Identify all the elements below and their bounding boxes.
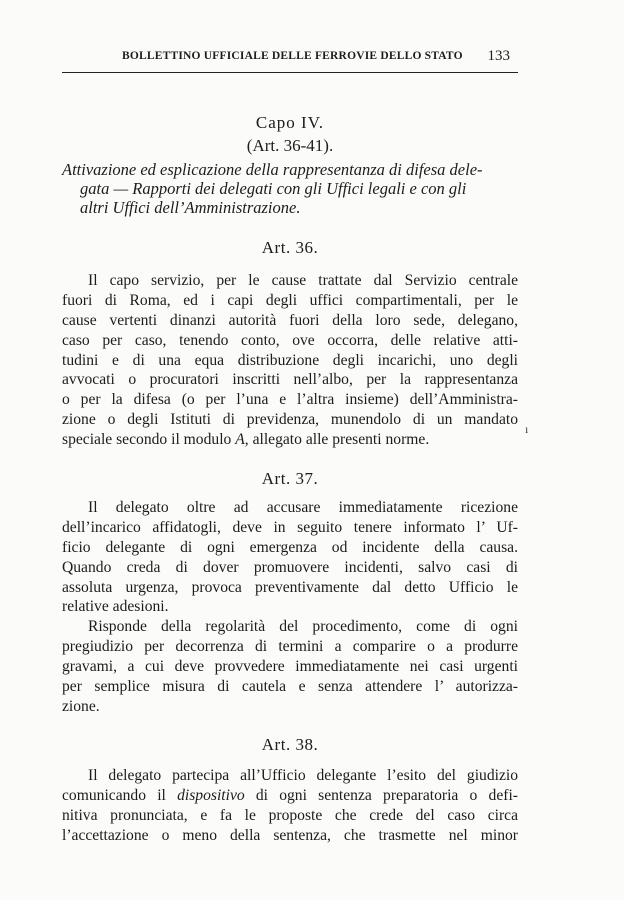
text-line: dell’incarico affidatogli, deve in seguito tenere informato l’ Uf- [62, 518, 518, 536]
text-line: pregiudizio per decorrenza di termini a comparire o a produrre [62, 637, 518, 655]
italic-segment: dispositivo [177, 786, 245, 804]
text-line: Il capo servizio, per le cause trattate dal Servizio centrale [88, 272, 518, 289]
text-line: gravami, a cui deve provvedere immediatamente nei casi urgenti [62, 657, 518, 675]
text-line: zione. [62, 697, 100, 715]
article-38-heading: Art. 38. [261, 735, 319, 754]
text-line: fuori di Roma, ed i capi degli uffici compartimentali, per le [62, 291, 518, 309]
page-number: 133 [487, 48, 510, 64]
text-segment: speciale secondo il modulo [62, 431, 236, 449]
chapter-subtitle [62, 160, 518, 217]
text-line: per semplice misura di cautela e senza attendere l’ autorizza- [62, 677, 518, 695]
margin-mark: ı [525, 422, 529, 436]
running-title: BOLLETTINO UFFICIALE DELLE FERROVIE DELLO STATO [122, 50, 463, 62]
text-line [62, 430, 518, 450]
article-37-heading: Art. 37. [261, 469, 319, 488]
article-37-paragraph-1 [62, 498, 518, 617]
chapter-title: Capo IV. [255, 113, 325, 132]
text-line: Risponde della regolarità del procedimento, come di ogni [88, 618, 518, 635]
text-segment: , allegato alle presenti norme. [244, 431, 430, 449]
text-line: cause vertenti dinanzi autorità fuori della loro sede, delegano, [62, 311, 518, 329]
article-38-text [62, 766, 518, 846]
text-segment: di ogni sentenza preparatoria o defi- [244, 786, 518, 804]
text-line: o per la difesa (o per l’una e l’altra insieme) dell’Amministra- [62, 391, 518, 409]
running-head [122, 50, 510, 66]
text-line [62, 786, 518, 806]
text-line: ficio delegante di ogni emergenza od incidente della causa. [62, 538, 518, 556]
italic-segment: A [235, 431, 245, 449]
subtitle-line: Attivazione ed esplicazione della rappresentanza di difesa dele- [62, 160, 483, 179]
text-line: avvocati o procuratori inscritti nell’albo, per la rappresentanza [62, 371, 518, 389]
text-line: tudini e di una equa distribuzione degli incarichi, uno degli [62, 351, 518, 369]
text-line: nitiva pronunciata, e fa le proposte che crede del caso circa [62, 806, 518, 824]
text-line: caso per caso, tenendo conto, ove occorra, delle relative atti- [62, 331, 518, 349]
text-line: assoluta urgenza, provoca preventivamente dal detto Ufficio le [62, 578, 518, 596]
article-36-heading: Art. 36. [261, 238, 319, 257]
article-37-paragraph-2 [62, 617, 518, 716]
text-line: Il delegato partecipa all’Ufficio delegante l’esito del giudizio [88, 767, 518, 784]
chapter-articles-range: (Art. 36-41). [246, 136, 334, 155]
text-line: relative adesioni. [62, 598, 169, 616]
text-line: Il delegato oltre ad accusare immediatamente ricezione [88, 499, 518, 516]
article-36-text [62, 271, 518, 450]
subtitle-line: altri Uffici dell’Amministrazione. [80, 198, 301, 217]
text-line: Quando creda di dover promuovere incidenti, salvo casi di [62, 558, 518, 576]
subtitle-line: gata — Rapporti dei delegati con gli Uffici legali e con gli [80, 179, 467, 198]
text-segment: comunicando il [62, 786, 178, 804]
header-rule [62, 72, 518, 73]
text-line: zione o degli Istituti di previdenza, munendolo di un mandato [62, 411, 518, 429]
text-line: l’accettazione o meno della sentenza, che trasmette nel minor [62, 826, 518, 844]
